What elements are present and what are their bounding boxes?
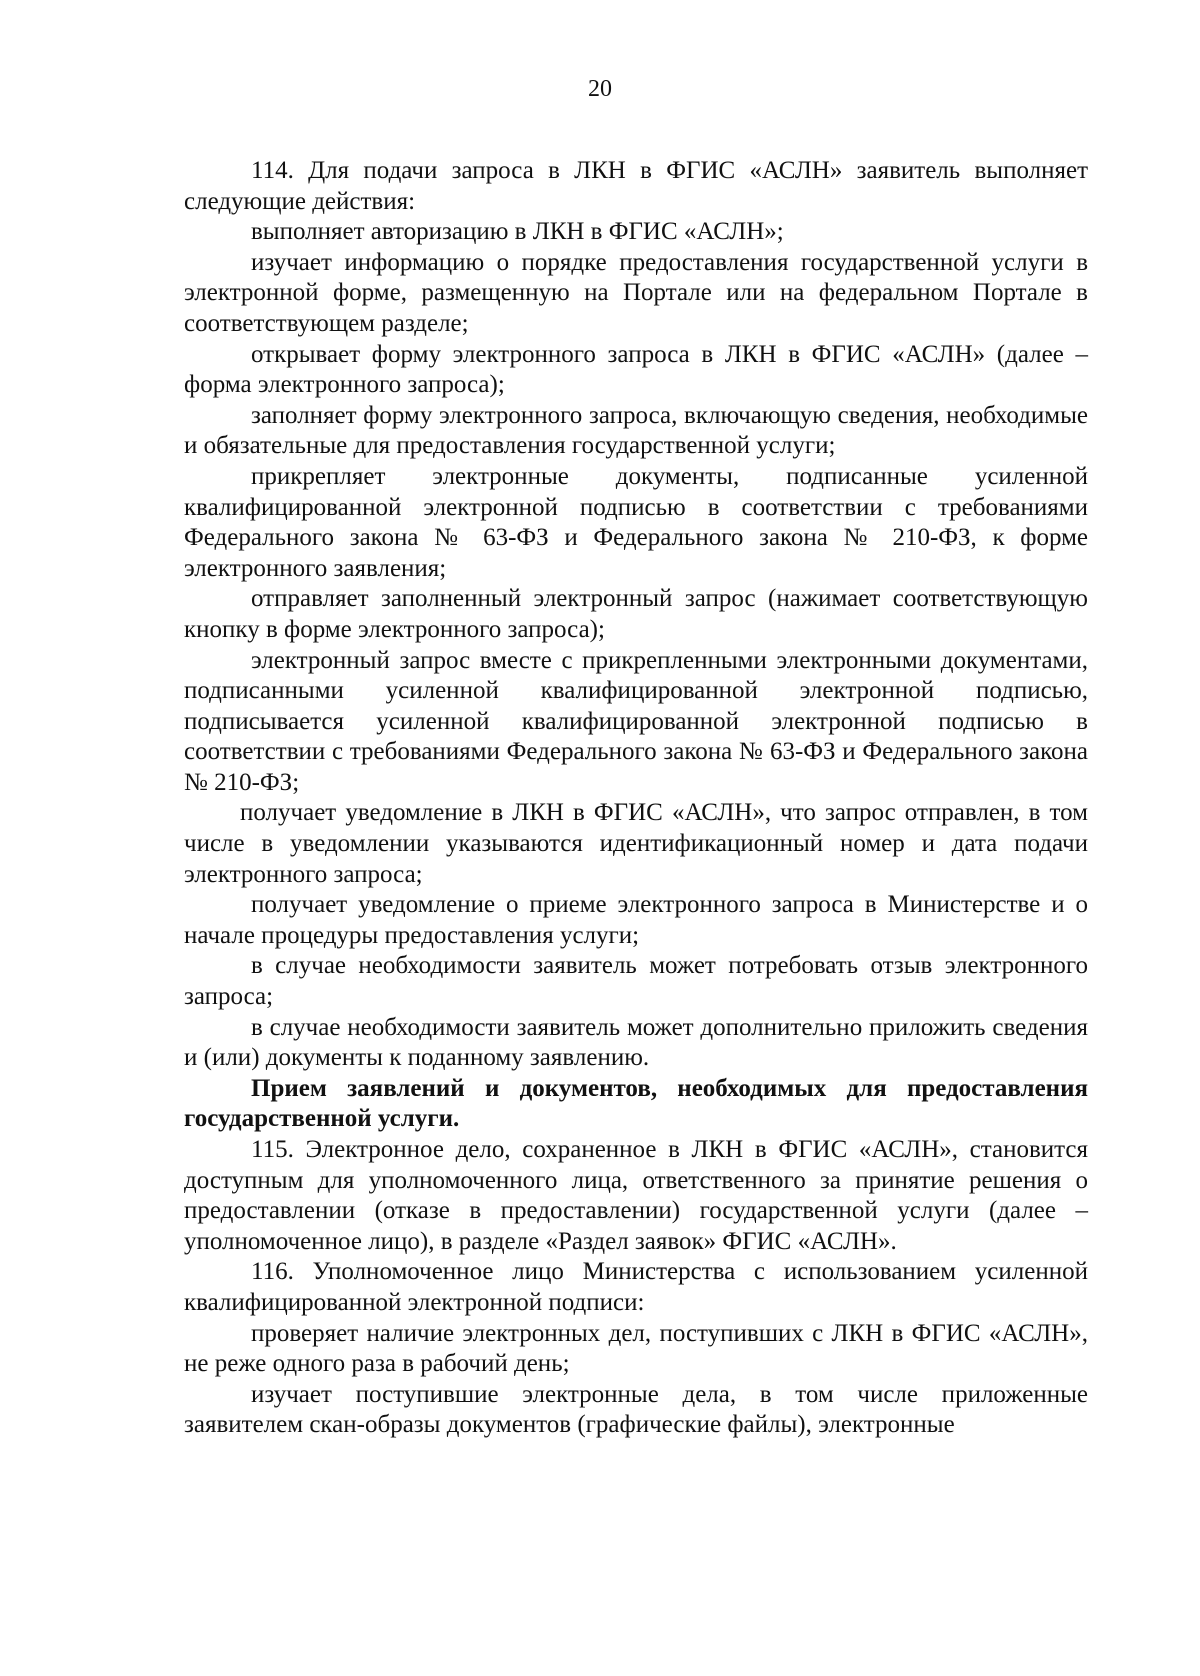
page-number: 20 (588, 76, 612, 102)
list-item-sent-notification: получает уведомление в ЛКН в ФГИС «АСЛН», что запрос отправлен, в том числе в уведомлении указываются идентификационный номер и дата подачи электронного запроса; (184, 799, 1088, 888)
paragraph-115: 115. Электронное дело, сохраненное в ЛКН в ФГИС «АСЛН», становится доступным для уполномоченного лица, ответственного за принятие решения о предоставлении (отказе в предоставлении) государственной услуги (далее – уполномоченное лицо), в разделе «Раздел заявок» ФГИС «АСЛН». (184, 1136, 1088, 1255)
list-item-attach-additional: в случае необходимости заявитель может дополнительно приложить сведения и (или) документы к поданному заявлению. (184, 1013, 1088, 1072)
list-item-study-info: изучает информацию о порядке предоставления государственной услуги в электронной форме, размещенную на Портале или на федеральном Портале в соответствующем разделе; (184, 248, 1088, 337)
section-heading: Прием заявлений и документов, необходимых для предоставления государственной услуги. (184, 1074, 1088, 1133)
list-item-send-request: отправляет заполненный электронный запрос (нажимает соответствующую кнопку в форме электронного запроса); (184, 585, 1088, 643)
document-body (184, 156, 1088, 1441)
list-item-request-signed: электронный запрос вместе с прикрепленными электронными документами, подписанными усиленной квалифицированной электронной подписью, подписывается усиленной квалифицированной электронной подписью в соответствии с требованиями Федерального закона № 63-ФЗ и Федерального закона № 210-ФЗ; (184, 646, 1088, 796)
list-item-open-form: открывает форму электронного запроса в ЛКН в ФГИС «АСЛН» (далее – форма электронного запроса); (184, 340, 1088, 399)
list-item-authorization: выполняет авторизацию в ЛКН в ФГИС «АСЛН»; (251, 218, 784, 246)
list-item-attach-documents: прикрепляет электронные документы, подписанные усиленной квалифицированной электронной подписью в соответствии с требованиями Федерального закона № 63-ФЗ и Федерального закона № 210-ФЗ, к форме электронного заявления; (184, 462, 1088, 582)
list-item-withdraw-request: в случае необходимости заявитель может потребовать отзыв электронного запроса; (184, 952, 1088, 1011)
list-item-check-cases: проверяет наличие электронных дел, поступивших с ЛКН в ФГИС «АСЛН», не реже одного раза в рабочий день; (184, 1319, 1088, 1378)
paragraph-114-intro: 114. Для подачи запроса в ЛКН в ФГИС «АСЛН» заявитель выполняет следующие действия: (184, 157, 1088, 215)
list-item-acceptance-notification: получает уведомление о приеме электронного запроса в Министерстве и о начале процедуры предоставления услуги; (184, 891, 1088, 949)
paragraph-116-intro: 116. Уполномоченное лицо Министерства с использованием усиленной квалифицированной электронной подписи: (184, 1258, 1088, 1316)
list-item-fill-form: заполняет форму электронного запроса, включающую сведения, необходимые и обязательные для предоставления государственной услуги; (184, 401, 1088, 460)
list-item-study-cases: изучает поступившие электронные дела, в том числе приложенные заявителем скан-образы документов (графические файлы), электронные (184, 1380, 1088, 1439)
